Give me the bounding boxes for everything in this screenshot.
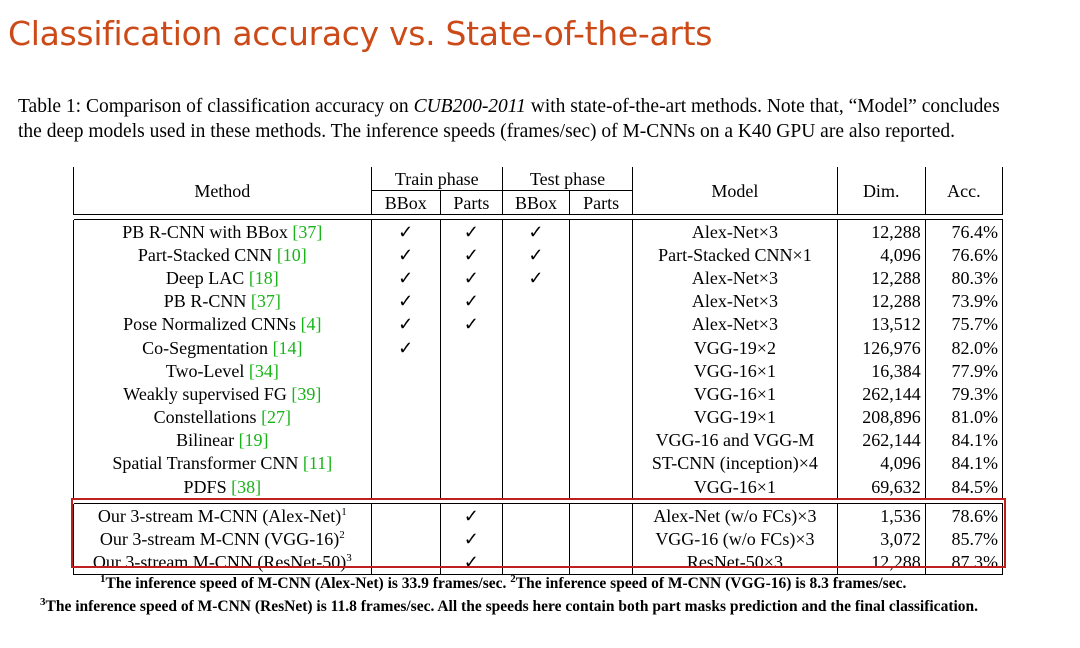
method-name: Two-Level [165,360,249,381]
train-parts-cell [440,359,502,382]
train-bbox-cell [371,359,440,382]
test-bbox-cell [502,220,569,243]
test-bbox-cell [502,243,569,266]
method-cell [74,336,372,359]
test-parts-cell [570,504,633,527]
acc-cell: 77.9% [925,359,1002,382]
check-mark: ✓ [463,291,479,312]
check-mark: ✓ [463,505,479,526]
train-bbox-cell [371,475,440,499]
method-cell [74,551,372,575]
footnote-marker: 1 [341,505,347,518]
train-parts-cell [440,475,502,499]
caption-text-before: Comparison of classification accuracy on [81,96,414,117]
test-bbox-cell [502,336,569,359]
test-parts-cell [570,452,633,475]
method-name: Spatial Transformer CNN [112,453,303,474]
train-parts-cell [440,551,502,575]
citation-ref: [18] [248,267,279,288]
footnote-line-2: $^3$The inference speed of M-CNN (ResNet) is 11.8 frames/sec. All the speeds here contain both part masks prediction and the final classification. [40,595,979,615]
table-row [74,406,1003,429]
header-model: Model [633,167,837,215]
table-row [74,452,1003,475]
check-mark: ✓ [463,529,479,550]
acc-cell: 85.7% [925,527,1002,550]
test-bbox-cell [502,475,569,499]
dim-cell: 12,288 [837,290,925,313]
test-bbox-cell [502,527,569,550]
test-parts-cell [570,406,633,429]
table-row [74,266,1003,289]
dim-cell: 4,096 [837,452,925,475]
check-mark: ✓ [398,267,414,288]
train-parts-cell [440,313,502,336]
dim-cell: 13,512 [837,313,925,336]
check-mark: ✓ [463,221,479,242]
dim-cell: 4,096 [837,243,925,266]
method-name: Co-Segmentation [142,337,273,358]
method-cell [74,266,372,289]
train-parts-cell [440,452,502,475]
model-cell: VGG-19×1 [633,406,837,429]
check-mark: ✓ [398,291,414,312]
header-dim: Dim. [837,167,925,215]
check-mark: ✓ [463,552,479,573]
citation-ref: [10] [276,244,307,265]
dim-cell: 1,536 [837,504,925,527]
method-cell [74,220,372,243]
table-row [74,313,1003,336]
dim-cell: 126,976 [837,336,925,359]
header-test-parts: Parts [570,191,633,215]
citation-ref: [37] [250,291,281,312]
test-parts-cell [570,429,633,452]
method-cell [74,382,372,405]
model-cell: VGG-16 (w/o FCs)×3 [633,527,837,550]
caption-dataset: CUB200-2011 [413,96,526,117]
check-mark: ✓ [528,267,544,288]
dim-cell: 262,144 [837,382,925,405]
train-bbox-cell [371,504,440,527]
acc-cell: 81.0% [925,406,1002,429]
train-parts-cell [440,429,502,452]
method-cell [74,475,372,499]
method-cell [74,504,372,527]
model-cell: ResNet-50×3 [633,551,837,575]
citation-ref: [37] [292,221,323,242]
slide-title: Classification accuracy vs. State-of-the-arts [8,14,713,53]
train-parts-cell [440,406,502,429]
caption-line-1 [18,94,1068,119]
caption-line-2: the deep models used in these methods. The inference speeds (frames/sec) of M-CNNs on a K40 GPU are also reported. [18,121,955,142]
method-cell [74,359,372,382]
test-parts-cell [570,527,633,550]
method-cell [74,527,372,550]
train-bbox-cell [371,406,440,429]
citation-ref: [38] [231,476,262,497]
test-parts-cell [570,243,633,266]
train-parts-cell [440,527,502,550]
header-method: Method [74,167,372,215]
caption-label: Table 1: [18,96,82,117]
check-mark: ✓ [528,221,544,242]
model-cell: ST-CNN (inception)×4 [633,452,837,475]
table-row [74,429,1003,452]
dim-cell: 3,072 [837,527,925,550]
model-cell: VGG-16 and VGG-M [633,429,837,452]
header-train-phase: Train phase [371,167,502,191]
header-train-parts: Parts [440,191,502,215]
acc-cell: 76.4% [925,220,1002,243]
table-row [74,336,1003,359]
citation-ref: [34] [248,360,279,381]
table-caption [18,94,1068,144]
method-cell [74,429,372,452]
method-name: Deep LAC [165,267,249,288]
test-parts-cell [570,290,633,313]
dim-cell: 16,384 [837,359,925,382]
test-parts-cell [570,220,633,243]
acc-cell: 84.1% [925,452,1002,475]
test-bbox-cell [502,452,569,475]
our-method-row [74,527,1003,550]
check-mark: ✓ [463,314,479,335]
test-bbox-cell [502,266,569,289]
check-mark: ✓ [528,244,544,265]
method-name: Weakly supervised FG [123,383,292,404]
check-mark: ✓ [398,337,414,358]
test-parts-cell [570,475,633,499]
method-name: Bilinear [176,430,239,451]
citation-ref: [14] [272,337,303,358]
header-test-phase: Test phase [502,167,632,191]
train-bbox-cell [371,452,440,475]
check-mark: ✓ [398,244,414,265]
footnote-line-1: $^1$The inference speed of M-CNN (Alex-Net) is 33.9 frames/sec. $^2$The inference speed of M-CNN (VGG-16) is 8.3 frames/sec. [100,572,907,592]
table-row [74,243,1003,266]
header-acc: Acc. [925,167,1002,215]
dim-cell: 262,144 [837,429,925,452]
train-parts-cell [440,266,502,289]
test-bbox-cell [502,290,569,313]
acc-cell: 75.7% [925,313,1002,336]
method-name: Our 3-stream M-CNN (VGG-16) [99,529,340,550]
dim-cell: 12,288 [837,551,925,575]
model-cell: Alex-Net×3 [633,290,837,313]
table-row [74,359,1003,382]
test-bbox-cell [502,406,569,429]
model-cell: VGG-16×1 [633,359,837,382]
train-bbox-cell [371,551,440,575]
train-parts-cell [440,243,502,266]
citation-ref: [39] [291,383,322,404]
method-name: Part-Stacked CNN [137,244,277,265]
method-name: PB R-CNN with BBox [122,221,293,242]
acc-cell: 79.3% [925,382,1002,405]
method-cell [74,452,372,475]
acc-cell: 76.6% [925,243,1002,266]
footnote-marker: 3 [346,552,352,565]
method-cell [74,313,372,336]
check-mark: ✓ [398,314,414,335]
model-cell: VGG-19×2 [633,336,837,359]
citation-ref: [4] [300,314,322,335]
acc-cell: 78.6% [925,504,1002,527]
test-parts-cell [570,266,633,289]
test-parts-cell [570,382,633,405]
test-bbox-cell [502,504,569,527]
method-cell [74,290,372,313]
method-name: Pose Normalized CNNs [123,314,301,335]
acc-cell: 73.9% [925,290,1002,313]
model-cell: VGG-16×1 [633,382,837,405]
test-parts-cell [570,313,633,336]
test-bbox-cell [502,429,569,452]
acc-cell: 87.3% [925,551,1002,575]
method-name: Our 3-stream M-CNN (ResNet-50) [92,552,347,573]
caption-text-after: with state-of-the-art methods. Note that, “Model” concludes [525,96,1000,117]
table-row [74,475,1003,499]
table-row [74,382,1003,405]
method-name: PB R-CNN [163,291,251,312]
check-mark: ✓ [463,244,479,265]
train-bbox-cell [371,243,440,266]
method-cell [74,406,372,429]
train-bbox-cell [371,266,440,289]
train-bbox-cell [371,220,440,243]
table-row [74,290,1003,313]
header-train-bbox: BBox [371,191,440,215]
model-cell: Alex-Net×3 [633,313,837,336]
results-table [73,167,1003,575]
table-row [74,220,1003,243]
citation-ref: [11] [302,453,333,474]
test-parts-cell [570,336,633,359]
method-name: PDFS [183,476,232,497]
test-parts-cell [570,359,633,382]
method-name: Constellations [153,407,262,428]
train-bbox-cell [371,429,440,452]
acc-cell: 82.0% [925,336,1002,359]
check-mark: ✓ [463,267,479,288]
test-bbox-cell [502,382,569,405]
train-parts-cell [440,220,502,243]
train-bbox-cell [371,527,440,550]
test-parts-cell [570,551,633,575]
header-test-bbox: BBox [502,191,569,215]
acc-cell: 84.5% [925,475,1002,499]
method-name: Our 3-stream M-CNN (Alex-Net) [97,505,342,526]
model-cell: Alex-Net (w/o FCs)×3 [633,504,837,527]
test-bbox-cell [502,313,569,336]
train-bbox-cell [371,382,440,405]
train-parts-cell [440,336,502,359]
citation-ref: [27] [261,407,292,428]
train-parts-cell [440,290,502,313]
method-cell [74,243,372,266]
test-bbox-cell [502,551,569,575]
train-bbox-cell [371,336,440,359]
dim-cell: 12,288 [837,266,925,289]
citation-ref: [19] [238,430,269,451]
footnote-marker: 2 [339,529,345,542]
acc-cell: 84.1% [925,429,1002,452]
dim-cell: 69,632 [837,475,925,499]
test-bbox-cell [502,359,569,382]
table-footnotes [40,572,1070,618]
dim-cell: 208,896 [837,406,925,429]
train-parts-cell [440,382,502,405]
model-cell: Alex-Net×3 [633,220,837,243]
dim-cell: 12,288 [837,220,925,243]
model-cell: Alex-Net×3 [633,266,837,289]
table-body [74,215,1003,575]
check-mark: ✓ [398,221,414,242]
model-cell: Part-Stacked CNN×1 [633,243,837,266]
train-bbox-cell [371,313,440,336]
model-cell: VGG-16×1 [633,475,837,499]
acc-cell: 80.3% [925,266,1002,289]
our-method-row [74,504,1003,527]
our-method-row [74,551,1003,575]
train-bbox-cell [371,290,440,313]
train-parts-cell [440,504,502,527]
